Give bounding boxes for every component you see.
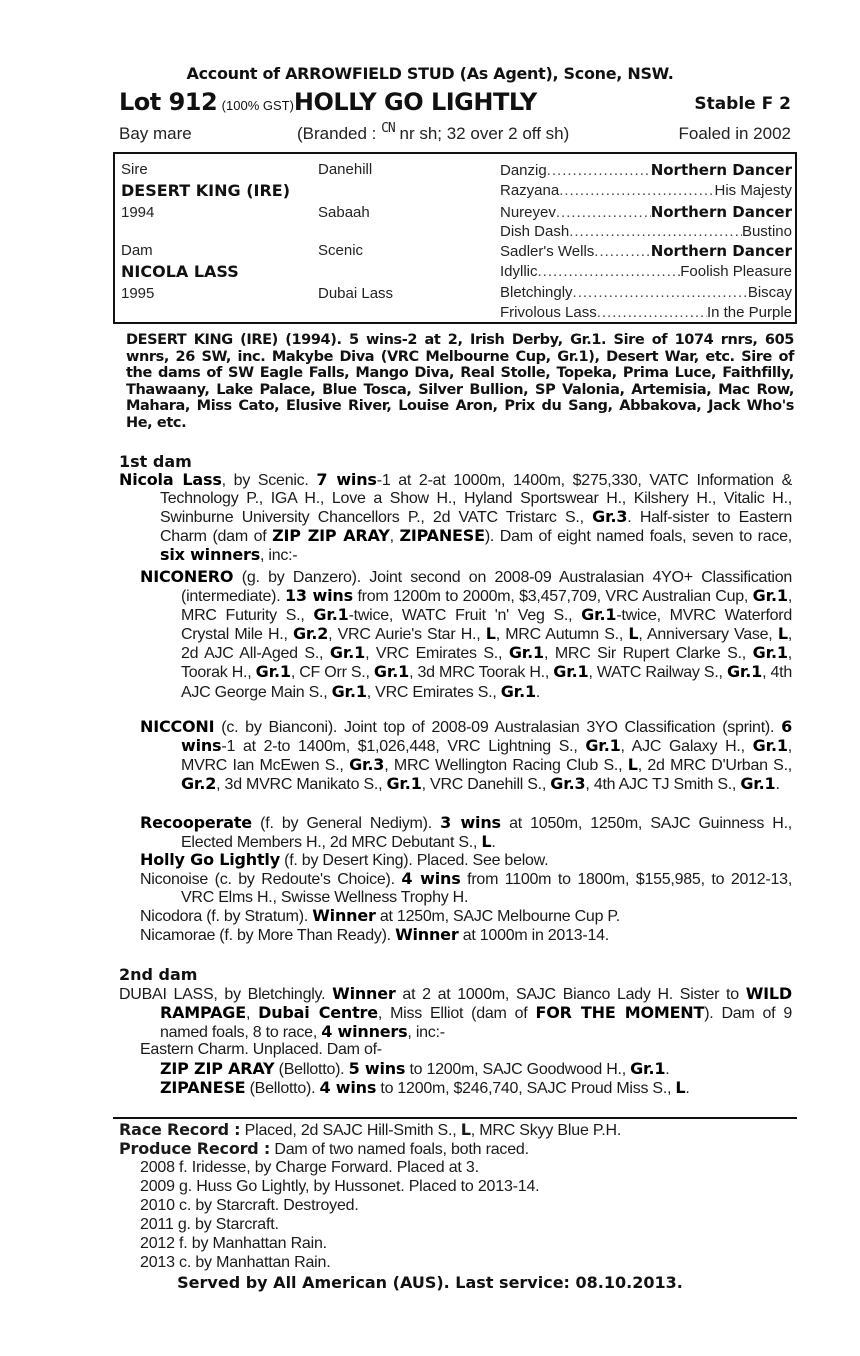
- text: , 3d MVRC Manikato S.,: [216, 776, 387, 794]
- group-bold: Gr.3: [592, 507, 628, 527]
- listed-bold: L: [627, 755, 638, 775]
- text: , 2d MRC D'Urban S.,: [637, 757, 792, 775]
- foaled-year: Foaled in 2002: [678, 124, 791, 143]
- gp-parent: Bustino: [741, 223, 792, 240]
- text: , VRC Emirates S.,: [365, 645, 509, 663]
- text: , Toorak H.,: [181, 645, 792, 682]
- text: . Half-sister to Eastern Charm (dam of: [160, 509, 793, 546]
- text: .: [491, 834, 496, 852]
- produce-record-label: Produce Record :: [119, 1139, 271, 1158]
- sire-label: Sire: [121, 161, 148, 178]
- text: Niconoise (c. by Redoute's Choice).: [140, 871, 402, 888]
- lot-line: [119, 88, 791, 118]
- text: , WATC Railway S.,: [588, 664, 727, 682]
- progeny-niconoise: [140, 870, 792, 907]
- horse-bold: Dubai Centre: [258, 1003, 378, 1023]
- gp-name: Dish Dash: [500, 223, 570, 240]
- gp-name: Nureyev: [500, 204, 556, 221]
- brand-description: [297, 121, 570, 144]
- group-bold: Gr.3: [349, 755, 385, 775]
- sire-dam: Sabaah: [318, 204, 370, 221]
- progeny-holly: [140, 851, 792, 870]
- group-bold: Gr.1: [373, 662, 410, 682]
- text: to 1200m, $246,740, SAJC Proud Miss S.,: [376, 1080, 676, 1097]
- text: Nicamorae (f. by More Than Ready).: [140, 927, 396, 944]
- text: , inc:-: [407, 1024, 445, 1042]
- gp-parent: In the Purple: [706, 304, 792, 321]
- foal-entry: 2008 f. Iridesse, by Charge Forward. Placed at 3.: [140, 1159, 479, 1176]
- leader-dots: [547, 162, 651, 179]
- text: .: [685, 1080, 690, 1097]
- text: -twice, WATC Fruit 'n' Veg S.,: [348, 607, 582, 625]
- text: -1 at 2-to 1400m, $1,026,448, VRC Lightning S.,: [221, 738, 586, 756]
- progeny-niconero: [140, 568, 792, 702]
- listed-bold: L: [485, 624, 496, 644]
- text: (c. by Bianconi). Joint top of 2008-09 Australasian 3YO Classification (sprint).: [214, 719, 782, 736]
- progeny-name: ZIP ZIP ARAY: [160, 1059, 275, 1078]
- horse-bold: FOR THE MOMENT: [535, 1003, 705, 1023]
- brand-suffix: nr sh; 32 over 2 off sh): [394, 124, 570, 143]
- group-bold: Gr.1: [740, 774, 776, 794]
- text: -twice, MVRC Waterford Crystal Mile H.,: [181, 607, 793, 644]
- group-bold: Gr.2: [181, 774, 217, 794]
- group-bold: Gr.1: [386, 774, 422, 794]
- gp-name: Frivolous Lass: [500, 304, 597, 321]
- leader-dots: [569, 223, 742, 240]
- group-bold: Gr.1: [331, 681, 367, 701]
- horse-sex: Bay mare: [119, 124, 192, 143]
- text: , Anniversary Vase,: [638, 626, 778, 644]
- race-record-label: Race Record :: [119, 1120, 241, 1139]
- progeny-nicamorae: [140, 926, 792, 945]
- grandparent-row: [500, 284, 792, 301]
- grand-progeny-zza: [160, 1060, 792, 1079]
- gp-parent: Foolish Pleasure: [680, 263, 792, 280]
- text: (f. by General Nediym).: [251, 815, 441, 832]
- foal-entry: 2009 g. Huss Go Lightly, by Hussonet. Placed to 2013-14.: [140, 1178, 540, 1195]
- text: , 4th AJC George Main S.,: [181, 664, 793, 701]
- vendor-account: Account of ARROWFIELD STUD (As Agent), Scone, NSW.: [186, 64, 674, 83]
- text: from 1100m to 1800m, $155,985, to 2012-13, VRC Elms H., Swisse Wellness Trophy H.: [181, 871, 793, 907]
- sire-year: 1994: [121, 204, 155, 221]
- sire-summary: DESERT KING (IRE) (1994). 5 wins-2 at 2, Irish Derby, Gr.1. Sire of 1074 rnrs, 605 wnrs, 26 SW, inc. Makybe Diva (VRC Melbourne Cup, Gr.1), Desert War, etc. Sire of the dams of SW Eagle Falls, Mango Diva, Real Stolle, Topeka, Prima Luce, Faithfilly, Thawaany, Lake Palace, Blue Tosca, Silver Bullion, SP Valonia, Artemisia, Mac Row, Mahara, Miss Cato, Elusive River, Louise Aron, Prix du Sang, Abbakova, Jack Who's He, etc.: [126, 332, 794, 431]
- text: Dam of two named foals, both raced.: [270, 1141, 529, 1158]
- horse-bold: ZIP ZIP ARAY: [272, 526, 390, 546]
- text: , MRC Skyy Blue P.H.: [470, 1122, 622, 1139]
- sire-sire: Danehill: [318, 161, 373, 178]
- text: DUBAI LASS, by Bletchingly.: [119, 986, 333, 1003]
- leader-dots: [538, 263, 681, 280]
- gst-note: (100% GST): [221, 98, 294, 113]
- text: ,: [389, 528, 400, 546]
- winners-bold: 4 winners: [321, 1022, 408, 1042]
- group-bold: Gr.1: [630, 1059, 666, 1078]
- lot-number: Lot 912: [119, 88, 218, 116]
- group-bold: Gr.3: [550, 774, 586, 794]
- progeny-nicconi: [140, 718, 792, 794]
- wins-bold: 4 wins: [319, 1078, 377, 1097]
- text: , MRC Sir Rupert Clarke S.,: [543, 645, 753, 663]
- leader-dots: [559, 182, 714, 199]
- first-dam-heading: 1st dam: [119, 452, 192, 471]
- brand-prefix: (Branded :: [297, 124, 382, 143]
- horse-bold: WILD RAMPAGE: [160, 984, 792, 1023]
- grandparent-row: [500, 263, 792, 280]
- wins-bold: Winner: [332, 984, 396, 1003]
- listed-bold: L: [628, 624, 639, 644]
- grandparent-row: [500, 223, 792, 240]
- text: , 2d AJC All-Aged S.,: [181, 626, 793, 663]
- leader-dots: [594, 243, 650, 260]
- gp-name: Sadler's Wells: [500, 243, 595, 260]
- grandparent-row: [500, 304, 792, 321]
- text: .: [775, 776, 780, 794]
- text: , VRC Emirates S.,: [366, 683, 501, 701]
- gp-parent: Northern Dancer: [650, 161, 792, 179]
- text: .: [665, 1061, 670, 1078]
- foal-entry: 2011 g. by Starcraft.: [140, 1216, 279, 1233]
- text: , CF Orr S.,: [290, 664, 374, 682]
- progeny-name: NICONERO: [140, 567, 234, 586]
- text: , MVRC Ian McEwen S.,: [181, 738, 792, 775]
- group-bold: Gr.1: [752, 643, 788, 663]
- gp-name: Danzig: [500, 162, 547, 179]
- dam-year: 1995: [121, 285, 155, 302]
- section-divider: [113, 1117, 797, 1119]
- second-dam-paragraph: [119, 985, 792, 1042]
- text: ). Dam of eight named foals, seven to race,: [484, 528, 792, 546]
- horse-name: HOLLY GO LIGHTLY: [293, 88, 537, 116]
- gp-name: Idyllic: [500, 263, 538, 280]
- gp-parent: Northern Dancer: [650, 242, 792, 260]
- text: at 2 at 1000m, SAJC Bianco Lady H. Sister to: [395, 986, 746, 1003]
- text: , by Scenic.: [221, 472, 317, 489]
- text: (g. by Danzero). Joint second on 2008-09 Australasian 4YO+ Classification (intermediate).: [181, 569, 792, 606]
- gp-parent: His Majesty: [714, 182, 792, 199]
- foal-entry: 2013 c. by Manhattan Rain.: [140, 1254, 331, 1271]
- group-bold: Gr.1: [752, 586, 788, 606]
- group-bold: Gr.1: [553, 662, 589, 682]
- race-record: [119, 1121, 621, 1141]
- text: ). Dam of 9 named foals, 8 to race,: [160, 1005, 793, 1042]
- dam-name-bold: Nicola Lass: [119, 470, 222, 489]
- text: (Bellotto).: [245, 1080, 320, 1097]
- wins-bold: 6 wins: [181, 717, 792, 756]
- text: -1 at 2-at 1000m, 1400m, $275,330, VATC Information & Technology P., IGA H., Love a Show H., Hyland Sportswear H., Kilshery H., Vitalic H., Swinburne University Chancellors P., 2d VATC Tristarc S.,: [160, 472, 793, 527]
- progeny-recooperate: [140, 814, 792, 852]
- pedigree-table: [113, 152, 797, 324]
- group-bold: Gr.2: [292, 624, 329, 644]
- gp-name: Bletchingly: [500, 284, 573, 301]
- leader-dots: [556, 204, 651, 221]
- listed-bold: L: [777, 624, 788, 644]
- text: ,: [245, 1005, 259, 1023]
- text: , MRC Wellington Racing Club S.,: [384, 757, 628, 775]
- text: , Miss Elliot (dam of: [377, 1005, 536, 1023]
- gp-parent: Northern Dancer: [650, 203, 792, 221]
- dam-sire: Scenic: [318, 242, 364, 259]
- progeny-name: NICCONI: [140, 717, 215, 736]
- text: at 1050m, 1250m, SAJC Guinness H., Elected Members H., 2d MRC Debutant S.,: [181, 815, 793, 852]
- text: , inc:-: [260, 547, 298, 565]
- group-bold: Gr.1: [255, 662, 291, 682]
- text: from 1200m to 2000m, $3,457,709, VRC Australian Cup,: [352, 588, 753, 606]
- stable-location: Stable F 2: [694, 94, 791, 114]
- wins-bold: 3 wins: [440, 813, 501, 832]
- grandparent-row: [500, 161, 792, 179]
- foal-entry: 2012 f. by Manhattan Rain.: [140, 1235, 327, 1252]
- group-bold: Gr.1: [752, 736, 788, 756]
- brand-mark-icon: CN: [381, 121, 395, 136]
- grandparent-row: [500, 203, 792, 221]
- progeny-nicodora: [140, 907, 792, 926]
- wins-bold: Winner: [312, 906, 376, 925]
- grand-progeny-zipanese: [160, 1079, 792, 1098]
- dam-dam: Dubai Lass: [318, 285, 394, 302]
- wins-bold: Winner: [395, 925, 459, 944]
- foal-entry: 2010 c. by Starcraft. Destroyed.: [140, 1197, 359, 1214]
- group-bold: Gr.1: [585, 736, 621, 756]
- gp-name: Razyana: [500, 182, 560, 199]
- group-bold: Gr.1: [500, 681, 536, 701]
- text: , MRC Autumn S.,: [495, 626, 629, 644]
- grandparent-row: [500, 182, 792, 199]
- progeny-name: ZIPANESE: [160, 1078, 246, 1097]
- text: .: [535, 683, 541, 701]
- gp-parent: Biscay: [747, 284, 792, 301]
- sire-name: DESERT KING (IRE): [121, 181, 291, 200]
- eastern-charm: Eastern Charm. Unplaced. Dam of-: [140, 1041, 382, 1058]
- grandparent-row: [500, 242, 792, 260]
- text: , AJC Galaxy H.,: [620, 738, 753, 756]
- text: Nicodora (f. by Stratum).: [140, 908, 313, 925]
- group-bold: Gr.1: [726, 662, 763, 682]
- group-bold: Gr.1: [581, 605, 617, 625]
- dam-paragraph: [119, 471, 792, 565]
- second-dam-heading: 2nd dam: [119, 965, 198, 984]
- listed-bold: L: [481, 832, 492, 852]
- text: Placed, 2d SAJC Hill-Smith S.,: [240, 1122, 461, 1139]
- wins-bold: 5 wins: [348, 1059, 406, 1078]
- text: , VRC Danehill S.,: [421, 776, 551, 794]
- horse-bold: ZIPANESE: [399, 526, 485, 546]
- dam-label: Dam: [121, 242, 153, 259]
- text: at 1000m in 2013-14.: [458, 927, 609, 944]
- wins-bold: 7 wins: [316, 470, 377, 489]
- text: (Bellotto).: [274, 1061, 349, 1078]
- wins-bold: 4 wins: [401, 869, 461, 888]
- text: , MRC Futurity S.,: [181, 588, 793, 625]
- winners-bold: six winners: [160, 545, 261, 565]
- leader-dots: [597, 304, 707, 321]
- wins-bold: 13 wins: [284, 586, 353, 606]
- dam-name: NICOLA LASS: [121, 262, 239, 281]
- listed-bold: L: [460, 1120, 471, 1139]
- text: to 1200m, SAJC Goodwood H.,: [405, 1061, 631, 1078]
- group-bold: Gr.1: [508, 643, 544, 663]
- listed-bold: L: [675, 1078, 686, 1097]
- service-note: Served by All American (AUS). Last service: 08.10.2013.: [177, 1273, 683, 1292]
- text: , 3d MRC Toorak H.,: [409, 664, 554, 682]
- horse-details: [119, 121, 791, 144]
- text: , VRC Aurie's Star H.,: [328, 626, 486, 644]
- text: (f. by Desert King). Placed. See below.: [279, 852, 549, 869]
- group-bold: Gr.1: [313, 605, 349, 625]
- progeny-name: Recooperate: [140, 813, 252, 832]
- leader-dots: [573, 284, 748, 301]
- group-bold: Gr.1: [329, 643, 366, 663]
- text: at 1250m, SAJC Melbourne Cup P.: [375, 908, 620, 925]
- progeny-name: Holly Go Lightly: [140, 850, 280, 869]
- produce-record: [119, 1140, 529, 1160]
- text: , 4th AJC TJ Smith S.,: [585, 776, 741, 794]
